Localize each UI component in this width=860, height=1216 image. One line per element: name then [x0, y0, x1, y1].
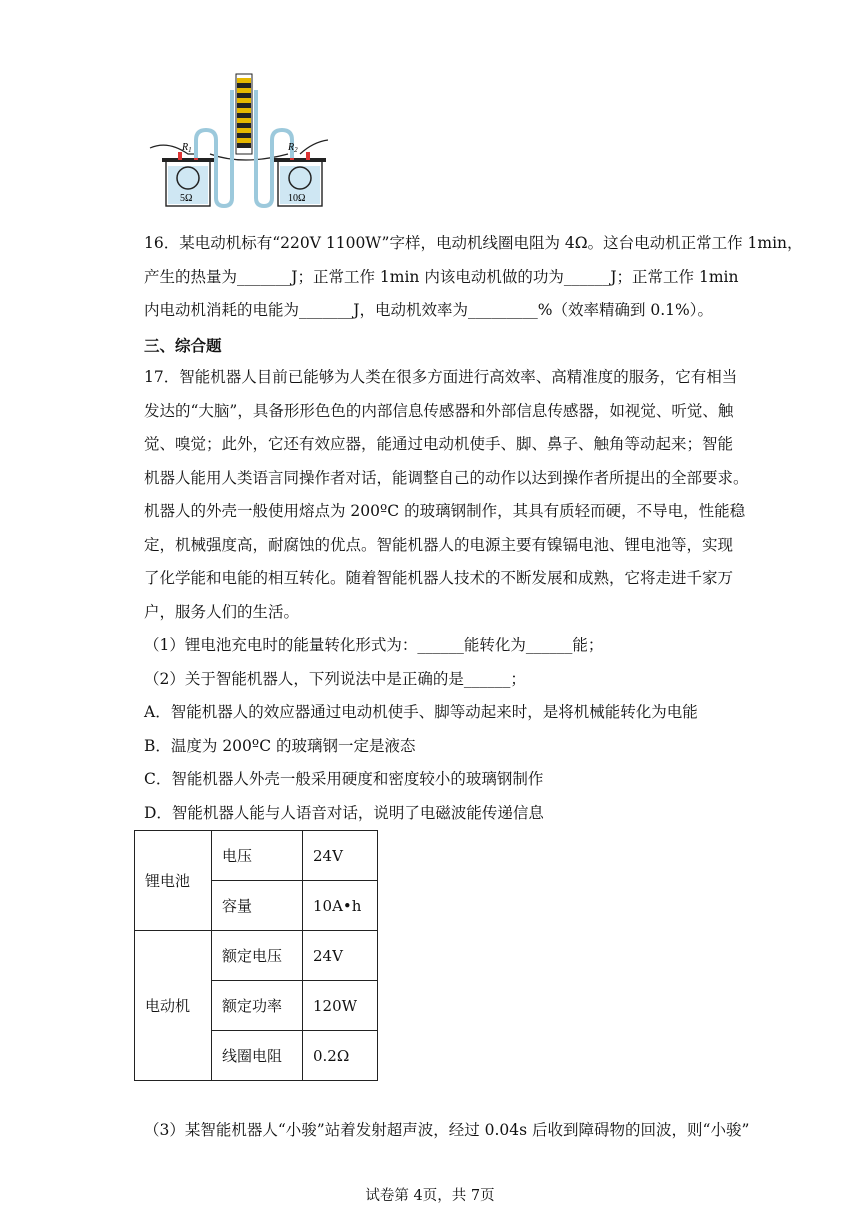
- spec-table: [134, 830, 378, 1081]
- question-17-line: 觉、嗅觉；此外，它还有效应器，能通过电动机使手、脚、鼻子、触角等动起来；智能: [144, 435, 734, 453]
- table-value: 10A•h: [303, 881, 378, 931]
- question-17: [144, 361, 749, 830]
- table-value: 24V: [303, 931, 378, 981]
- question-17-line: 17．智能机器人目前已能够为人类在很多方面进行高效率、高精准度的服务，它有相当: [144, 368, 738, 386]
- option-b: B．温度为 200ºC 的玻璃钢一定是液态: [144, 736, 416, 755]
- question-17-line: 发达的“大脑”，具备形形色色的内部信息传感器和外部信息传感器，如视觉、听觉、触: [144, 401, 734, 420]
- experiment-figure: [148, 70, 333, 210]
- sub-question-3: （3）某智能机器人“小骏”站着发射超声波，经过 0.04s 后收到障碍物的回波，则“小骏”: [144, 1121, 750, 1139]
- right-resistance-value: 10Ω: [288, 193, 306, 204]
- sub-question-3-block: [144, 1114, 750, 1148]
- table-key: 容量: [212, 881, 303, 931]
- question-17-line: 了化学能和电能的相互转化。随着智能机器人技术的不断发展和成熟，它将走进千家万: [144, 569, 734, 587]
- option-c: C．智能机器人外壳一般采用硬度和密度较小的玻璃钢制作: [144, 770, 544, 788]
- table-key: 电压: [212, 831, 303, 881]
- sub-question-1: （1）锂电池充电时的能量转化形式为：______能转化为______能；: [144, 636, 604, 654]
- table-key: 额定功率: [212, 981, 303, 1031]
- page-footer: 试卷第 4页，共 7页: [365, 1188, 495, 1204]
- question-16-line: 产生的热量为_______J；正常工作 1min 内该电动机做的功为______J；正常工作 1min: [144, 267, 739, 286]
- question-16-line: 16．某电动机标有“220V 1100W”字样，电动机线圈电阻为 4Ω。这台电动机正常工作 1min，: [144, 234, 803, 252]
- question-17-line: 机器人能用人类语言同操作者对话，能调整自己的动作以达到操作者所提出的全部要求。: [144, 468, 749, 487]
- table-value: 0.2Ω: [303, 1031, 378, 1081]
- option-a: A．智能机器人的效应器通过电动机使手、脚等动起来时，是将机械能转化为电能: [144, 703, 698, 721]
- r2-label: $R_2$: [288, 142, 298, 154]
- table-value: 24V: [303, 831, 378, 881]
- left-resistance-value: 5Ω: [180, 193, 193, 204]
- r1-label: $R_1$: [182, 142, 192, 154]
- sub-question-2: （2）关于智能机器人，下列说法中是正确的是______；: [144, 669, 526, 688]
- section-title: 三、综合题: [144, 336, 222, 355]
- table-key: 额定电压: [212, 931, 303, 981]
- battery-label: 锂电池: [135, 831, 212, 931]
- table-key: 线圈电阻: [212, 1031, 303, 1081]
- question-16-line: 内电动机消耗的电能为_______J，电动机效率为_________%（效率精确到 0.1%）。: [144, 301, 713, 319]
- u-tube-apparatus-diagram: [148, 70, 333, 210]
- question-16: [144, 227, 803, 328]
- motor-label: 电动机: [135, 931, 212, 1081]
- table-value: 120W: [303, 981, 378, 1031]
- option-d: D．智能机器人能与人语音对话，说明了电磁波能传递信息: [144, 803, 544, 822]
- question-17-line: 机器人的外壳一般使用熔点为 200ºC 的玻璃钢制作，其具有质轻而硬，不导电，性能稳: [144, 502, 746, 520]
- question-17-line: 户，服务人们的生活。: [144, 602, 300, 621]
- question-17-line: 定，机械强度高，耐腐蚀的优点。智能机器人的电源主要有镍镉电池、锂电池等，实现: [144, 535, 734, 554]
